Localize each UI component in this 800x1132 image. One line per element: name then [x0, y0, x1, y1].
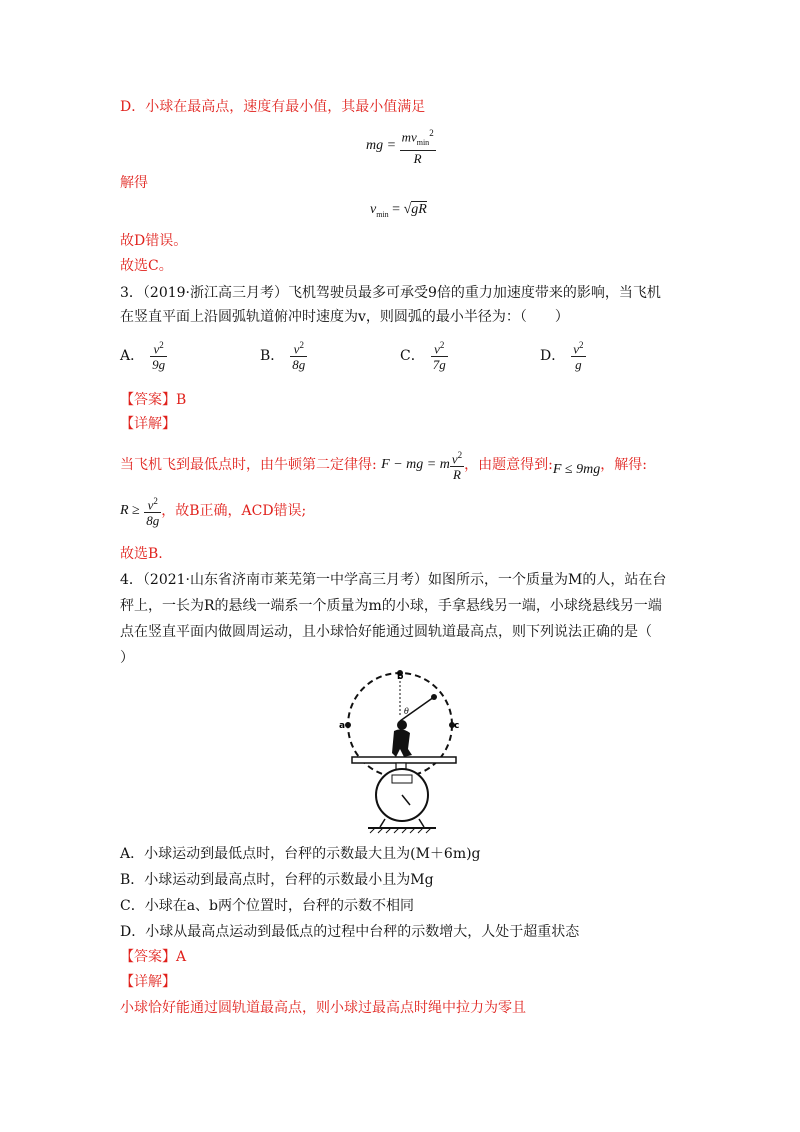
q4-stem-line4: ） — [120, 650, 134, 666]
q3-option-d: D． $\frac{v^2}{g}$ — [540, 340, 584, 373]
scale-figure — [330, 665, 470, 835]
q3-option-a: A． $\frac{v^2}{9g}$ — [120, 340, 166, 373]
person-body — [392, 729, 412, 757]
label-b: b — [397, 672, 404, 682]
q2-jiede: 解得 — [120, 175, 148, 191]
q4-option-b: B．小球运动到最高点时，台秤的示数最小且为Mg — [120, 872, 434, 888]
formula-mg-equals: mg = $\frac{mv_{min}^2}{R}$ — [366, 128, 434, 166]
label-c: c — [454, 721, 460, 731]
label-a: a — [339, 721, 346, 731]
q2-choose: 故选C。 — [120, 258, 173, 274]
q2-option-d: D．小球在最高点，速度有最小值，其最小值满足 — [120, 99, 426, 115]
q4-stem-line1: 4．（2021·山东省济南市莱芜第一中学高三月考）如图所示，一个质量为M的人，站在台 — [120, 572, 667, 588]
q4-answer: 【答案】A — [120, 949, 187, 965]
q4-stem-line3: 点在竖直平面内做圆周运动，且小球恰好能通过圆轨道最高点，则下列说法正确的是（ — [120, 624, 652, 640]
q3-option-c: C． $\frac{v^2}{7g}$ — [400, 340, 446, 373]
q3-detail: 【详解】 — [120, 416, 176, 432]
q4-explain: 小球恰好能通过圆轨道最高点，则小球过最高点时绳中拉力为零且 — [120, 1000, 526, 1016]
q3-explain: 当飞机飞到最低点时，由牛顿第二定律得: F − mg = m $\frac{v^2}{R}$ ，由题意得到: F ≤ 9mg ，解得: — [120, 450, 647, 483]
q3-result: R ≥ $\frac{v^2}{8g}$ ，故B正确，ACD错误; — [120, 496, 307, 529]
q3-stem-line1: 3．（2019·浙江高三月考）飞机驾驶员最多可承受9倍的重力加速度带来的影响，当飞机 — [120, 285, 661, 301]
ball — [431, 694, 437, 700]
person-head — [397, 720, 407, 730]
q4-option-c: C．小球在a、b两个位置时，台秤的示数不相同 — [120, 898, 415, 914]
q4-option-d: D．小球从最高点运动到最低点的过程中台秤的示数增大，人处于超重状态 — [120, 924, 580, 940]
q4-detail: 【详解】 — [120, 974, 176, 990]
q3-stem-line2: 在竖直平面上沿圆弧轨道俯冲时速度为v，则圆弧的最小半径为：（ ） — [120, 309, 569, 325]
formula-vmin: $v_{min} = √gR$ — [370, 202, 427, 219]
scale-platform — [352, 757, 456, 763]
q2-d-wrong: 故D错误。 — [120, 233, 188, 249]
label-theta: θ — [404, 707, 409, 716]
fraction-mv2-over-r: $\frac{mv_{min}^2}{R}$ — [401, 128, 434, 166]
q3-choose: 故选B. — [120, 546, 163, 562]
q4-option-a: A．小球运动到最低点时，台秤的示数最大且为(M＋6m)g — [120, 846, 481, 862]
point-a — [345, 722, 351, 728]
q3-option-b: B． $\frac{v^2}{8g}$ — [260, 340, 306, 373]
q3-answer: 【答案】B — [120, 392, 187, 408]
q4-stem-line2: 秤上，一长为R的悬线一端系一个质量为m的小球，手拿悬线另一端，小球绕悬线另一端 — [120, 598, 662, 614]
